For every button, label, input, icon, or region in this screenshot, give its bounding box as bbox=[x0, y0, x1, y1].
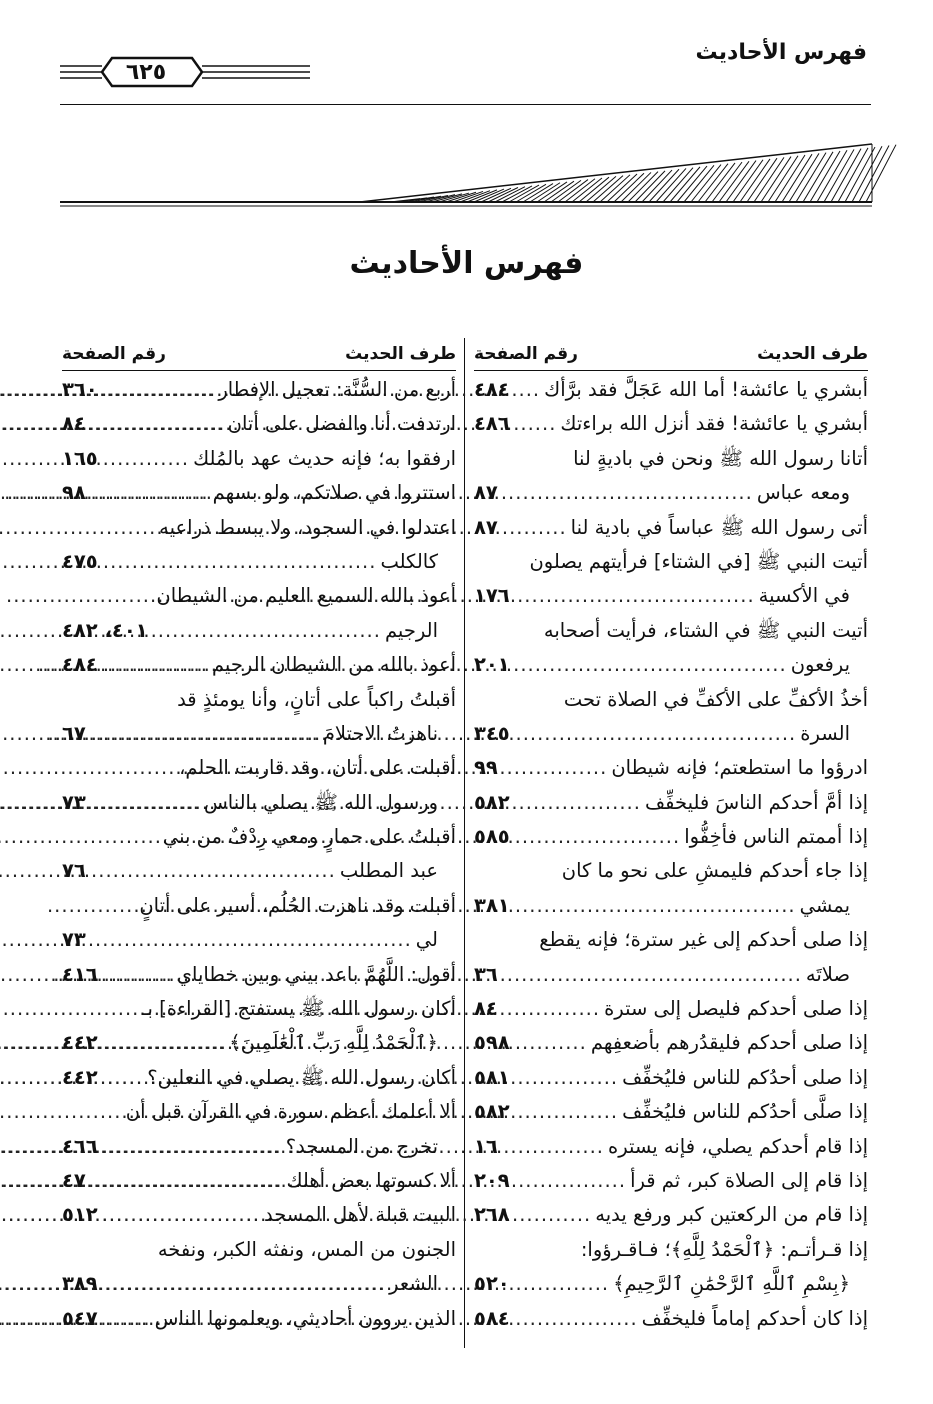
leader-dots bbox=[520, 1095, 622, 1129]
index-entry bbox=[62, 442, 456, 476]
entry-page-number: ٨٤ bbox=[474, 997, 498, 1021]
wedge-hatch-line bbox=[859, 145, 889, 202]
entry-text: إذا صلى أحدُكم للناس فليُخفِّف bbox=[622, 1065, 868, 1089]
index-entry bbox=[62, 511, 456, 545]
entry-text: ﴿بِسْمِ ٱللَّهِ ٱلرَّحْمَٰنِ ٱلرَّحِيمِ﴾ bbox=[613, 1272, 850, 1296]
index-entry bbox=[62, 1198, 456, 1232]
entry-text: أربع من السُّنَّة: تعجيل الإفطار bbox=[218, 378, 456, 401]
leader-dots bbox=[520, 511, 571, 545]
entry-text: ورسول الله ﷺ يصلي بالناس bbox=[203, 790, 438, 814]
entry-text: أقبلت على أتان، وقد قاربت الحلم، bbox=[179, 756, 456, 780]
wedge-hatch-line bbox=[852, 146, 882, 202]
leader-dots bbox=[108, 373, 218, 407]
index-entry bbox=[62, 373, 456, 407]
entry-text: لي bbox=[415, 928, 438, 952]
leader-dots bbox=[520, 1302, 642, 1336]
leader-dots bbox=[108, 1061, 147, 1095]
entry-text: أتى رسول الله ﷺ عباساً في بادية لنا bbox=[570, 515, 868, 539]
entry-page-number: ٤٤٢ bbox=[62, 1065, 98, 1089]
leader-dots bbox=[520, 373, 544, 407]
entry-page-number: ٣٦ bbox=[474, 962, 498, 986]
leader-dots bbox=[108, 1198, 264, 1232]
entry-text: استتروا في صلاتكم، ولو بسهم bbox=[212, 481, 456, 505]
entry-page-number: ٤٨٤ bbox=[474, 378, 510, 401]
index-entry bbox=[62, 992, 456, 1026]
entry-text: ارتدفت أنا والفضل على أتان bbox=[227, 412, 456, 436]
entry-page-number: ٣٤٥ bbox=[474, 721, 510, 745]
index-entry bbox=[62, 545, 456, 579]
leader-dots bbox=[520, 958, 806, 992]
leader-dots bbox=[520, 1164, 630, 1198]
index-entry bbox=[62, 476, 456, 510]
entry-page-number: ٧٦ bbox=[62, 859, 86, 883]
leader-dots bbox=[520, 889, 800, 923]
entry-text: كالكلب bbox=[380, 549, 438, 573]
entry-page-number: ٤٠١، ٤٨٢ bbox=[62, 618, 148, 642]
column-header-page: رقم الصفحة bbox=[474, 344, 578, 364]
index-entry bbox=[62, 854, 456, 888]
wedge-hatch-line bbox=[866, 145, 896, 202]
index-entry bbox=[474, 373, 868, 407]
index-entry bbox=[474, 476, 868, 510]
entry-text: ناهزتُ الاحتلامَ bbox=[322, 721, 438, 745]
leader-dots bbox=[520, 1198, 595, 1232]
entry-text: اعتدلوا في السجود، ولا يبسط ذراعيه bbox=[159, 515, 456, 539]
index-entry bbox=[474, 1267, 868, 1301]
index-entry bbox=[62, 1267, 456, 1301]
index-entry bbox=[474, 958, 868, 992]
leader-dots bbox=[108, 1026, 229, 1060]
index-entry bbox=[474, 1061, 868, 1095]
entry-text: إذا صلَّى أحدُكم للناس فليُخفِّف bbox=[622, 1100, 868, 1124]
index-entry bbox=[474, 992, 868, 1026]
entry-page-number: ٥٤٧ bbox=[62, 1306, 98, 1330]
leader-dots bbox=[108, 648, 212, 682]
index-entry bbox=[474, 407, 868, 441]
leader-dots bbox=[520, 992, 604, 1026]
index-entry bbox=[62, 1130, 456, 1164]
page-title: فهرس الأحاديث bbox=[349, 246, 584, 281]
entry-page-number: ٣٨٩ bbox=[62, 1272, 98, 1296]
index-entry bbox=[474, 1095, 868, 1129]
index-entry bbox=[474, 923, 868, 957]
index-entry bbox=[474, 648, 868, 682]
entry-text: أبشري يا عائشة! أما الله عَجَلَّ فقد برَّأك bbox=[544, 378, 868, 401]
leader-dots bbox=[108, 854, 340, 888]
index-entry bbox=[474, 683, 868, 717]
entry-text: أعوذ بالله السميع العليم من الشيطان bbox=[156, 584, 456, 608]
entry-page-number: ١٧٦ bbox=[474, 584, 510, 608]
leader-dots bbox=[520, 1267, 613, 1301]
entry-page-number: ٥٨٢ bbox=[474, 1100, 510, 1124]
index-entry bbox=[62, 683, 456, 717]
leader-dots bbox=[108, 545, 380, 579]
entry-text: الذين يروون أحاديثي، ويعلمونها الناس bbox=[154, 1306, 456, 1330]
entry-text: إذا أمَّ أحدكم الناسَ فليخفِّف bbox=[644, 790, 868, 814]
index-entry bbox=[62, 1026, 456, 1060]
entry-page-number: ٧٣ bbox=[62, 928, 86, 952]
entry-text: أخذُ الأكفِّ على الأكفِّ في الصلاة تحت bbox=[563, 687, 868, 711]
entry-page-number: ٤٨٦ bbox=[474, 412, 510, 436]
leader-dots bbox=[108, 786, 204, 820]
entry-text: إذا صلى أحدكم فليقدُرهم بأضعفِهم bbox=[590, 1031, 868, 1055]
entry-page-number: ١٦٥ bbox=[62, 446, 98, 470]
entry-page-number: ٩٨ bbox=[62, 481, 86, 505]
decorative-wedge-band bbox=[60, 140, 872, 210]
index-entry bbox=[62, 717, 456, 751]
index-entry bbox=[474, 614, 868, 648]
running-title: فهرس الأحاديث bbox=[695, 40, 867, 65]
entry-text: إذا جاء أحدكم فليمشِ على نحو ما كان bbox=[561, 859, 868, 883]
index-entry bbox=[474, 511, 868, 545]
entry-text: ادرؤوا ما استطعتم؛ فإنه شيطان bbox=[611, 756, 868, 780]
entry-text: البيت قبلة لأهل المسجد bbox=[263, 1203, 456, 1227]
entry-page-number: ٤٦٦ bbox=[62, 1134, 98, 1158]
index-entry bbox=[474, 1026, 868, 1060]
leader-dots bbox=[108, 958, 177, 992]
index-entry bbox=[474, 1233, 868, 1267]
entry-text: إذا أممتم الناس فأخِفُّوا bbox=[684, 825, 868, 849]
index-entry bbox=[474, 1302, 868, 1336]
entry-page-number: ٣٨١ bbox=[474, 893, 510, 917]
leader-dots bbox=[108, 476, 213, 510]
leader-dots bbox=[108, 1130, 286, 1164]
leader-dots bbox=[108, 442, 193, 476]
entry-text: أتيت النبي ﷺ في الشتاء، فرأيت أصحابه bbox=[543, 618, 868, 642]
index-entry bbox=[62, 1095, 456, 1129]
index-entry bbox=[474, 854, 868, 888]
entry-page-number: ١٦ bbox=[474, 1134, 498, 1158]
entry-page-number: ٥٩٨ bbox=[474, 1031, 510, 1055]
header-rule bbox=[60, 104, 871, 105]
entry-page-number: ٥٨١ bbox=[474, 1065, 510, 1089]
entry-page-number: ٦٧ bbox=[62, 721, 86, 745]
entry-text: أقبلت وقد ناهزت الحُلُم، أسير على أتانٍ bbox=[139, 893, 456, 917]
entry-text: يرفعون bbox=[790, 653, 850, 677]
entry-text: ﴿ٱلْحَمْدُ لِلَّهِ رَبِّ ٱلْعَٰلَمِينَ﴾ bbox=[229, 1031, 438, 1055]
entry-text: ألا أعلمك أعظم سورة في القرآن قبل أن bbox=[125, 1100, 456, 1124]
entry-text: أتيت النبي ﷺ [في الشتاء] فرأيتهم يصلون bbox=[529, 549, 868, 573]
entry-page-number: ٣٦٠ bbox=[62, 378, 98, 401]
index-entry bbox=[474, 545, 868, 579]
entry-text: ارفقوا به؛ فإنه حديث عهد بالمُلك bbox=[193, 446, 456, 470]
index-entry bbox=[62, 923, 456, 957]
entry-page-number: ٧٣ bbox=[62, 790, 86, 814]
entry-text: الجنون من المس، ونفثه الكبر، ونفخه bbox=[157, 1237, 456, 1261]
index-entry bbox=[62, 1302, 456, 1336]
entry-text: عبد المطلب bbox=[339, 859, 438, 883]
entry-text: ومعه عباس bbox=[756, 481, 850, 505]
leader-dots bbox=[520, 1130, 608, 1164]
leader-dots bbox=[520, 1026, 591, 1060]
index-entry bbox=[62, 1061, 456, 1095]
entry-text: أكان رسول الله ﷺ يستفتح [القراءة] بـ bbox=[141, 997, 456, 1021]
index-column-left bbox=[62, 338, 456, 1336]
leader-dots bbox=[108, 923, 416, 957]
index-entry bbox=[62, 614, 456, 648]
entry-text: إذا قـرأتـم: ﴿ٱلْحَمْدُ لِلَّهِ﴾؛ فـاقـرؤوا: bbox=[580, 1237, 868, 1261]
index-entry bbox=[62, 751, 456, 785]
index-entry bbox=[474, 820, 868, 854]
index-entry bbox=[474, 889, 868, 923]
leader-dots bbox=[520, 579, 759, 613]
leader-dots bbox=[520, 717, 800, 751]
index-entry bbox=[474, 1130, 868, 1164]
column-header-page: رقم الصفحة bbox=[62, 344, 166, 364]
entry-text: أقول: اللَّهُمَّ باعد بيني وبين خطاياي bbox=[176, 962, 456, 986]
index-entry bbox=[474, 717, 868, 751]
entry-page-number: ٥١٢ bbox=[62, 1203, 98, 1227]
entry-page-number: ٥٢٠ bbox=[474, 1272, 510, 1296]
entry-page-number: ٢٦٨ bbox=[474, 1203, 510, 1227]
entry-text: أتانا رسول الله ﷺ ونحن في باديةٍ لنا bbox=[573, 446, 868, 470]
entry-text: أبشري يا عائشة! فقد أنزل الله براءتك bbox=[560, 412, 868, 436]
entry-page-number: ٤١٦ bbox=[62, 962, 98, 986]
index-entry bbox=[474, 442, 868, 476]
leader-dots bbox=[520, 1061, 622, 1095]
index-entry bbox=[62, 889, 456, 923]
index-entry bbox=[62, 1164, 456, 1198]
entry-page-number: ٨٧ bbox=[474, 515, 498, 539]
leader-dots bbox=[150, 614, 385, 648]
entry-text: أكان رسول الله ﷺ يصلي في النعلين؟ bbox=[147, 1065, 456, 1089]
leader-dots bbox=[108, 1267, 389, 1301]
index-entry bbox=[474, 579, 868, 613]
leader-dots bbox=[520, 820, 684, 854]
index-entry bbox=[62, 1233, 456, 1267]
leader-dots bbox=[108, 717, 323, 751]
index-entry bbox=[474, 1164, 868, 1198]
entry-page-number: ٥٨٤ bbox=[474, 1306, 510, 1330]
index-entry bbox=[62, 579, 456, 613]
entry-page-number: ٢٠١ bbox=[474, 653, 510, 677]
leader-dots bbox=[108, 1302, 155, 1336]
index-entry bbox=[474, 786, 868, 820]
leader-dots bbox=[520, 476, 757, 510]
column-header-text: طرف الحديث bbox=[345, 344, 456, 364]
entry-text: أقبلتُ راكباً على أتانٍ، وأنا يومئذٍ قد bbox=[177, 687, 456, 711]
entry-text: أعوذ بالله من الشيطان الرجيم bbox=[211, 653, 456, 677]
column-header bbox=[62, 338, 456, 371]
entry-text: إذا صلى أحدكم إلى غير سترة؛ فإنه يقطع bbox=[539, 928, 868, 952]
index-entry bbox=[474, 1198, 868, 1232]
column-header-text: طرف الحديث bbox=[757, 344, 868, 364]
leader-dots bbox=[520, 407, 560, 441]
entry-text: إذا صلى أحدكم فليصل إلى سترة bbox=[604, 997, 868, 1021]
entry-text: أقبلتُ على حمارٍ ومعي رِدْفٌ من بني bbox=[162, 825, 456, 849]
page-number: ٦٢٥ bbox=[125, 60, 167, 85]
entry-text: إذا كان أحدكم إماماً فليخفِّف bbox=[641, 1306, 868, 1330]
entry-text: إذا قام من الركعتين كبر ورفع يديه bbox=[595, 1203, 868, 1227]
leader-dots bbox=[520, 751, 611, 785]
entry-text: الشعر bbox=[389, 1272, 438, 1296]
column-header bbox=[474, 338, 868, 371]
leader-dots bbox=[108, 1164, 286, 1198]
entry-text: تخرج من المسجد؟ bbox=[285, 1134, 438, 1158]
leader-dots bbox=[520, 786, 645, 820]
entry-text: يمشي bbox=[799, 893, 850, 917]
index-entry bbox=[62, 407, 456, 441]
index-entry bbox=[474, 751, 868, 785]
leader-dots bbox=[108, 407, 228, 441]
index-entry bbox=[62, 958, 456, 992]
entry-text: في الأكسية bbox=[758, 584, 850, 608]
entry-text: ألا كسوتها بعض أهلك bbox=[286, 1168, 456, 1192]
index-entry bbox=[62, 820, 456, 854]
entry-text: صلاتَه bbox=[805, 962, 850, 986]
entry-page-number: ٥٨٥ bbox=[474, 825, 510, 849]
entry-page-number: ٢٠٩ bbox=[474, 1168, 510, 1192]
entry-text: السرة bbox=[800, 721, 850, 745]
entry-page-number: ٤٧٥ bbox=[62, 549, 98, 573]
entry-page-number: ٤٤٢ bbox=[62, 1031, 98, 1055]
leader-dots bbox=[520, 648, 791, 682]
entry-page-number: ٤٨٤ bbox=[62, 653, 98, 677]
entry-text: الرجيم bbox=[384, 618, 438, 642]
entry-page-number: ٨٧ bbox=[474, 481, 498, 505]
index-column-right bbox=[474, 338, 868, 1336]
entry-page-number: ٨٤ bbox=[62, 412, 86, 436]
index-entry bbox=[62, 786, 456, 820]
entry-page-number: ٥٨٢ bbox=[474, 790, 510, 814]
entry-text: إذا قام أحدكم يصلي، فإنه يستره bbox=[608, 1134, 868, 1158]
entry-page-number: ٩٩ bbox=[474, 756, 498, 780]
index-entry bbox=[62, 648, 456, 682]
entry-page-number: ٤٧ bbox=[62, 1168, 86, 1192]
entry-text: إذا قام إلى الصلاة كبر، ثم قرأ bbox=[630, 1168, 868, 1192]
